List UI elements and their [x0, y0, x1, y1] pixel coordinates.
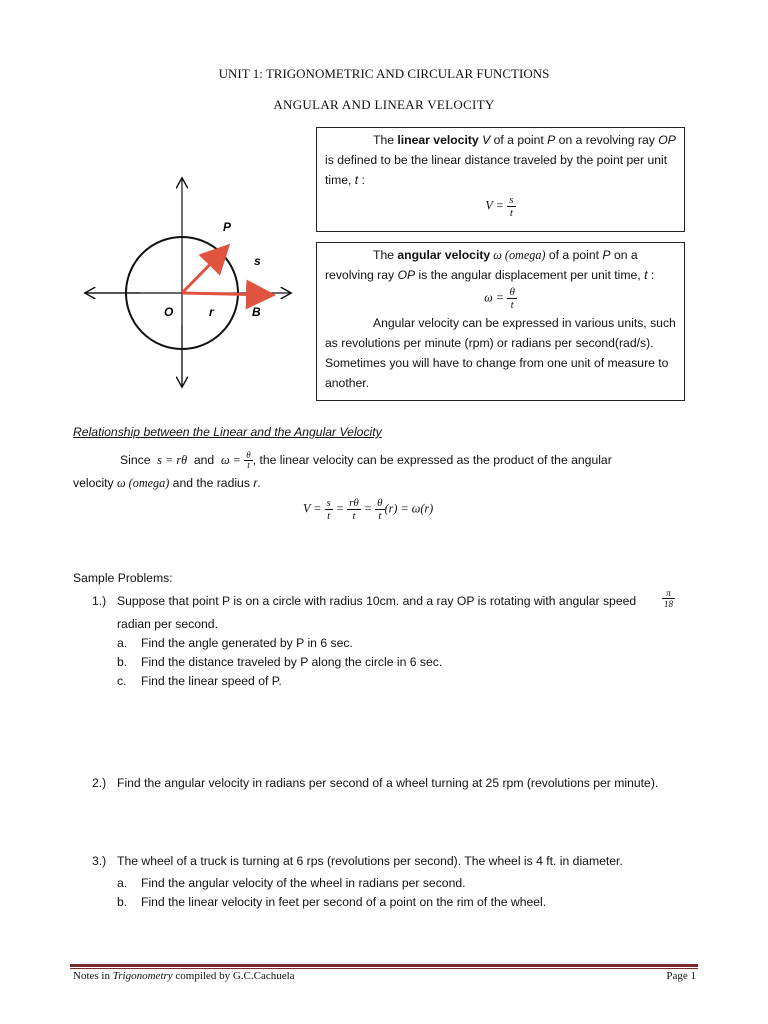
footer-rule — [70, 964, 698, 967]
label-p: P — [223, 220, 232, 234]
relationship-heading: Relationship between the Linear and the Angular Velocity — [73, 425, 382, 439]
list-item: b. Find the linear velocity in feet per second of a point on the rim of the wheel. — [117, 895, 547, 909]
angular-velocity-box: The angular velocity ω (omega) of a point P on a revolving ray OP is the angular displacement per unit time, t : ω = $\frac{\theta}{t}$ Angular velocity can be expressed in various units, such as revolutions per minute (rpm) or radians per second(rad/s). Sometimes you will have to change from one unit of measure to another. — [316, 242, 685, 401]
sym-v: V — [482, 133, 491, 147]
ray-ob — [182, 293, 270, 295]
problem-2: 2.) Find the angular velocity in radians per second of a wheel turning at 25 rpm (revolutions per minute). — [92, 776, 659, 790]
problem-3: 3.) The wheel of a truck is turning at 6 rps (revolutions per second). The wheel is 4 ft. in diameter. — [92, 854, 623, 868]
label-s: s — [254, 254, 261, 268]
problem-1-list — [117, 634, 442, 691]
section-title: ANGULAR AND LINEAR VELOCITY — [273, 97, 495, 112]
label-b: B — [252, 305, 261, 319]
circle-diagram — [80, 175, 295, 390]
relationship-line2: velocity ω (omega) and the radius r. — [73, 476, 261, 490]
linear-pre: The — [373, 133, 398, 147]
linear-mid2: on a revolving ray — [555, 133, 655, 147]
relationship-line1: Since s = rθ and ω = $\frac{\theta}{t}$ , the linear velocity can be expressed as the product of the angular — [120, 450, 612, 471]
linear-end: : — [358, 173, 365, 187]
list-item: a. Find the angular velocity of the wheel in radians per second. — [117, 876, 466, 890]
linear-velocity-box — [316, 127, 685, 232]
ray-op — [182, 248, 226, 293]
angular-formula: ω = $\frac{\theta}{t}$ — [484, 286, 515, 311]
list-item: c. Find the linear speed of P. — [117, 674, 282, 688]
problem-1-cont: radian per second. — [117, 617, 218, 631]
label-r: r — [209, 305, 214, 319]
footer-rule-thin — [70, 968, 698, 969]
problem-1: 1.) Suppose that point P is on a circle with radius 10cm. and a ray OP is rotating with angular speed $\frac{\pi}{18}$ — [92, 588, 673, 609]
sym-op: OP — [658, 133, 676, 147]
list-item: a. Find the angle generated by P in 6 sec. — [117, 636, 353, 650]
linear-rest: is defined to be the linear distance traveled by the point per unit time, — [325, 153, 668, 187]
sym-p: P — [547, 133, 556, 147]
problem-3-list — [117, 874, 546, 912]
linear-formula: V = $\frac{s}{t}$ — [485, 194, 514, 219]
angular-term: angular velocity — [397, 248, 491, 262]
footer-credit: Notes in Trigonometry compiled by G.C.Cachuela — [73, 970, 295, 982]
linear-term: linear velocity — [397, 133, 479, 147]
linear-mid1: of a point — [490, 133, 548, 147]
sample-problems-heading: Sample Problems: — [73, 571, 173, 585]
list-item: b. Find the distance traveled by P along the circle in 6 sec. — [117, 655, 443, 669]
label-o: O — [164, 305, 174, 319]
sym-t: t — [354, 173, 359, 187]
relationship-formula: V = $\frac{s}{t}$ = $\frac{r\theta}{t}$ = $\frac{\theta}{t}$ (r) = ω(r) — [303, 497, 434, 522]
unit-title: UNIT 1: TRIGONOMETRIC AND CIRCULAR FUNCTIONS — [218, 66, 550, 81]
angular-units-text: Angular velocity can be expressed in various units, such as revolutions per minute (rpm) or radians per second(rad/s). Sometimes you will have to change from one unit of measure to another. — [325, 316, 676, 390]
page-number: Page 1 — [666, 970, 696, 982]
